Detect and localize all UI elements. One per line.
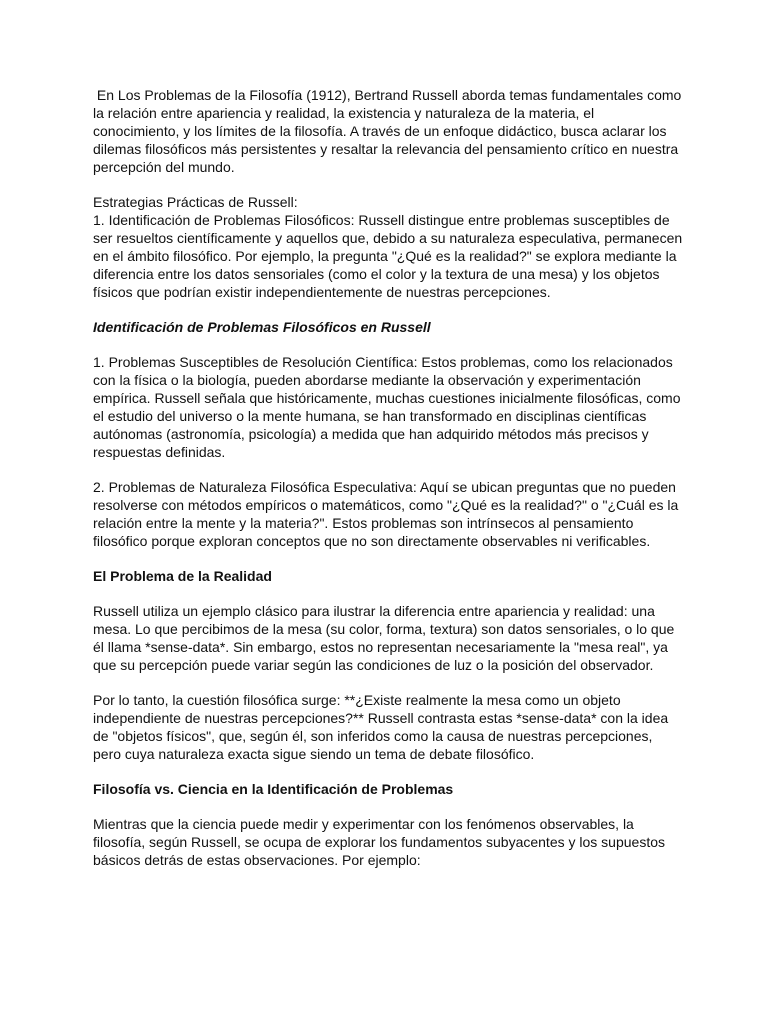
strategies-title: Estrategias Prácticas de Russell: [93,194,298,210]
section-heading-identificacion: Identificación de Problemas Filosóficos en Russell [93,319,431,335]
section-3-paragraph-1: Mientras que la ciencia puede medir y experimentar con los fenómenos observables, la filosofía, según Russell, se ocupa de explorar los fundamentos subyacentes y los supuestos básicos detrás de estas observaciones. Por ejemplo: [93,816,669,868]
intro-paragraph: En Los Problemas de la Filosofía (1912), Bertrand Russell aborda temas fundamentales como la relación entre apariencia y realidad, la existencia y naturaleza de la materia, el conocimiento, y los límites de la filosofía. A través de un enfoque didáctico, busca aclarar los dilemas filosóficos más persistentes y resaltar la relevancia del pensamiento crítico en nuestra percepción del mundo. [93,87,686,175]
section-1-item-2: 2. Problemas de Naturaleza Filosófica Especulativa: Aquí se ubican preguntas que no pueden resolverse con métodos empíricos o matemáticos, como "¿Qué es la realidad?" o "¿Cuál es la relación entre la mente y la materia?". Estos problemas son intrínsecos al pensamiento filosófico porque exploran conceptos que no son directamente observables ni verificables. [93,479,683,549]
section-2-paragraph-1: Russell utiliza un ejemplo clásico para ilustrar la diferencia entre apariencia y realidad: una mesa. Lo que percibimos de la mesa (su color, forma, textura) son datos sensoriales, o lo que él llama *sense-data*. Sin embargo, estos no representan necesariamente la "mesa real", ya que su percepción puede variar según las condiciones de luz o la posición del observador. [93,603,679,673]
document-page [93,86,687,886]
strategies-item-1: 1. Identificación de Problemas Filosóficos: Russell distingue entre problemas susceptibles de ser resueltos científicamente y aquellos que, debido a su naturaleza especulativa, permanecen en el ámbito filosófico. Por ejemplo, la pregunta "¿Qué es la realidad?" se explora mediante la diferencia entre los datos sensoriales (como el color y la textura de una mesa) y los objetos físicos que podrían existir independientemente de nuestras percepciones. [93,212,687,300]
section-2-paragraph-2: Por lo tanto, la cuestión filosófica surge: **¿Existe realmente la mesa como un objeto independiente de nuestras percepciones?** Russell contrasta estas *sense-data* con la idea de "objetos físicos", que, según él, son inferidos como la causa de nuestras percepciones, pero cuya naturaleza exacta sigue siendo un tema de debate filosófico. [93,692,673,762]
section-1-item-1: 1. Problemas Susceptibles de Resolución Científica: Estos problemas, como los relacionados con la física o la biología, pueden abordarse mediante la observación y experimentación empírica. Russell señala que históricamente, muchas cuestiones inicialmente filosóficas, como el estudio del universo o la mente humana, se han transformado en disciplinas científicas autónomas (astronomía, psicología) a medida que han adquirido métodos más precisos y respuestas definidas. [93,354,685,460]
section-heading-filosofia-ciencia: Filosofía vs. Ciencia en la Identificación de Problemas [93,781,454,797]
section-heading-realidad: El Problema de la Realidad [93,568,272,584]
